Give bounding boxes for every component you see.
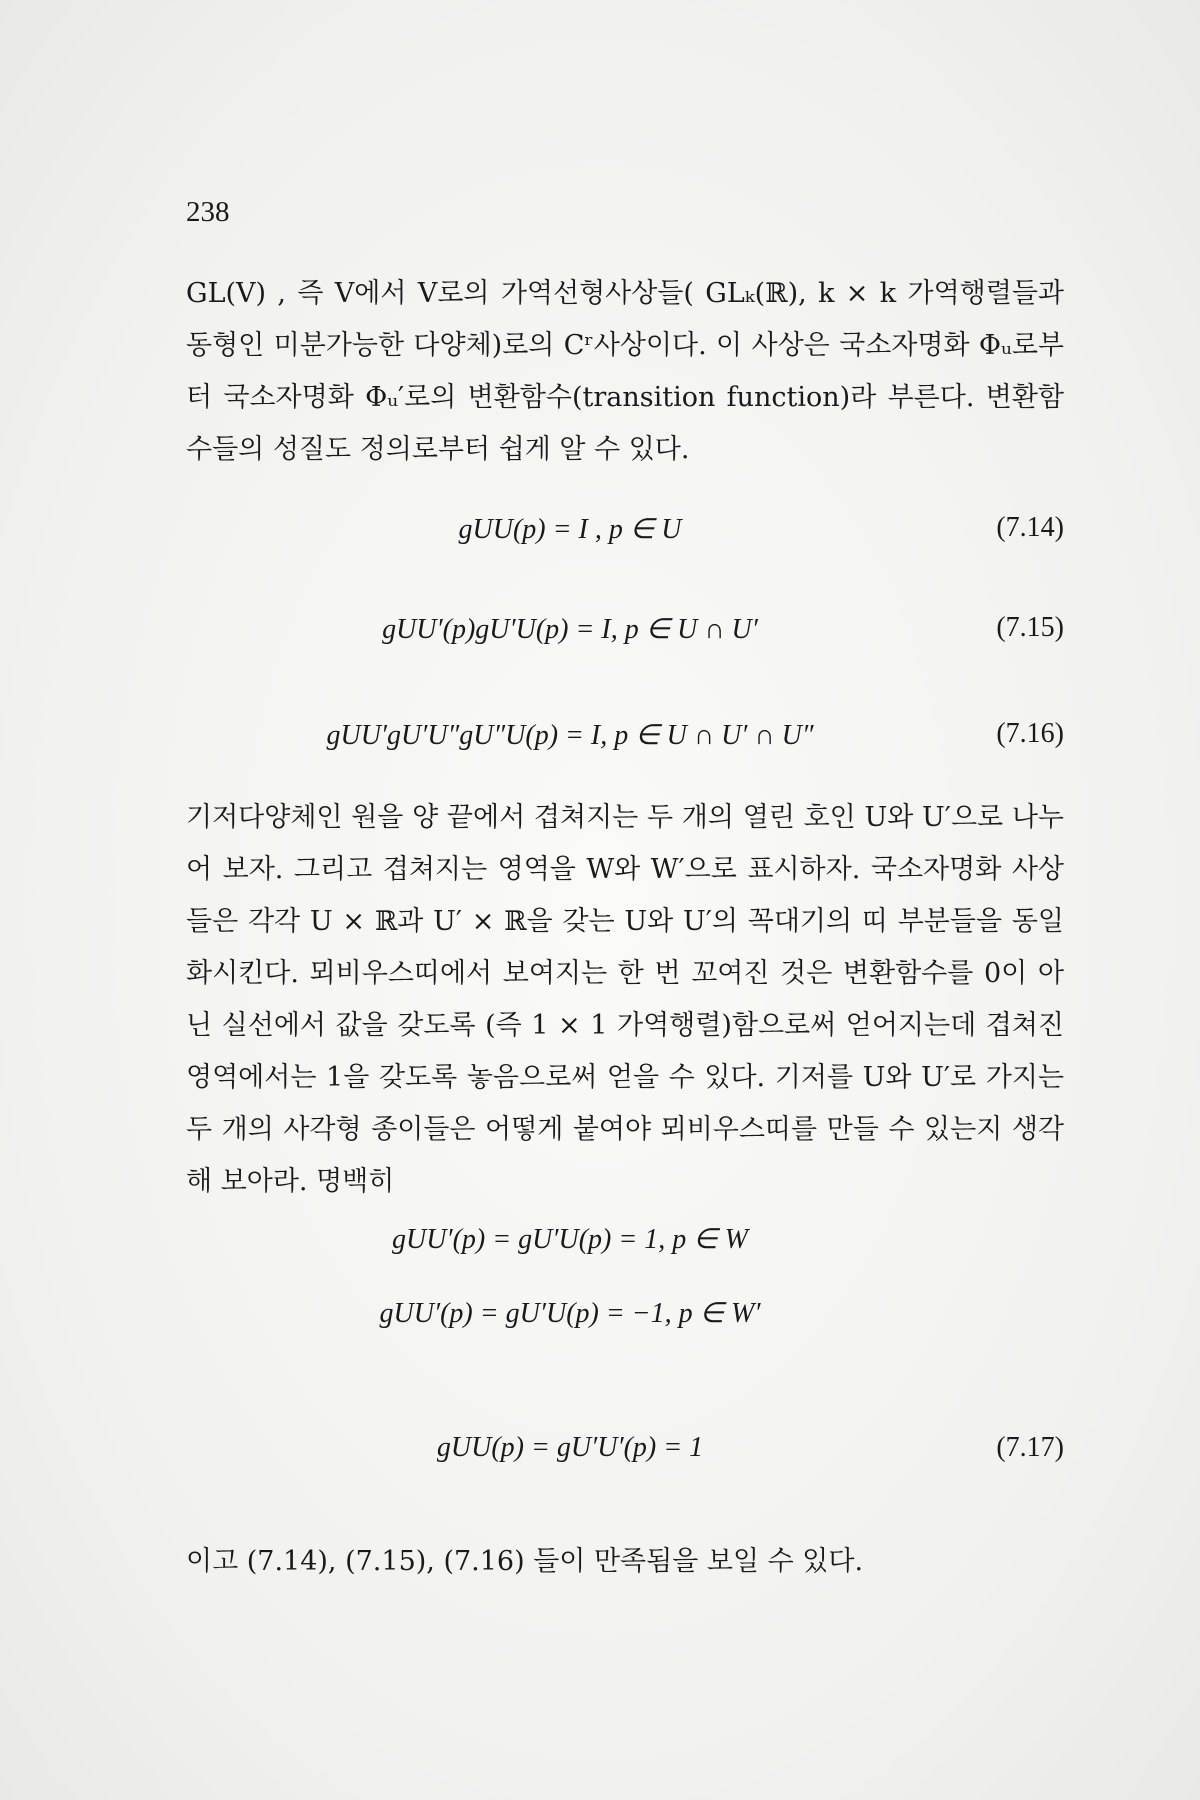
equation-number: (7.14) <box>996 512 1064 543</box>
equation-expression: gUU(p) = I , p ∈ U <box>458 514 682 545</box>
equation-number: (7.16) <box>996 718 1064 749</box>
equation-7-14 <box>186 512 1064 558</box>
equation-expression: gUU′gU′U″gU″U(p) = I, p ∈ U ∩ U′ ∩ U″ <box>326 720 814 751</box>
equation-expression: gUU′(p) = gU′U(p) = −1, p ∈ W′ <box>379 1298 761 1329</box>
paragraph-transition-function: GL(V) , 즉 V에서 V로의 가역선형사상들( GLₖ(ℝ), k × k 가역행렬들과 동형인 미분가능한 다양체)로의 Cʳ사상이다. 이 사상은 국소자명화 Φᵤ로부터 국소자명화 Φᵤ′로의 변환함수(transition function)라 부른다. 변환함수들의 성질도 정의로부터 쉽게 알 수 있다. <box>186 278 1064 465</box>
page-number: 238 <box>186 196 230 228</box>
equation-expression: gUU′(p) = gU′U(p) = 1, p ∈ W <box>392 1224 748 1255</box>
equation-overlap-w-prime <box>186 1296 1064 1342</box>
equation-number: (7.17) <box>996 1432 1064 1463</box>
equation-expression: gUU′(p)gU′U(p) = I, p ∈ U ∩ U′ <box>382 614 758 645</box>
equation-number: (7.15) <box>996 612 1064 643</box>
equation-7-16 <box>186 718 1064 764</box>
paragraph-conclusion: 이고 (7.14), (7.15), (7.16) 들이 만족됨을 보일 수 있다. <box>186 1546 864 1577</box>
equation-overlap-w <box>186 1222 1064 1268</box>
paragraph-mobius-strip: 기저다양체인 원을 양 끝에서 겹쳐지는 두 개의 열린 호인 U와 U′으로 나누어 보자. 그리고 겹쳐지는 영역을 W와 W′으로 표시하자. 국소자명화 사상들은 각각 U × ℝ과 U′ × ℝ을 갖는 U와 U′의 꼭대기의 띠 부분들을 동일화시킨다. 뫼비우스띠에서 보여지는 한 번 꼬여진 것은 변환함수를 0이 아닌 실선에서 값을 갖도록 (즉 1 × 1 가역행렬)함으로써 얻어지는데 겹쳐진 영역에서는 1을 갖도록 놓음으로써 얻을 수 있다. 기저를 U와 U′로 가지는 두 개의 사각형 종이들은 어떻게 붙여야 뫼비우스띠를 만들 수 있는지 생각해 보아라. 명백히 <box>186 802 1064 1197</box>
equation-7-17 <box>186 1432 1064 1478</box>
equation-expression: gUU(p) = gU′U′(p) = 1 <box>436 1432 704 1463</box>
equation-7-15 <box>186 612 1064 658</box>
